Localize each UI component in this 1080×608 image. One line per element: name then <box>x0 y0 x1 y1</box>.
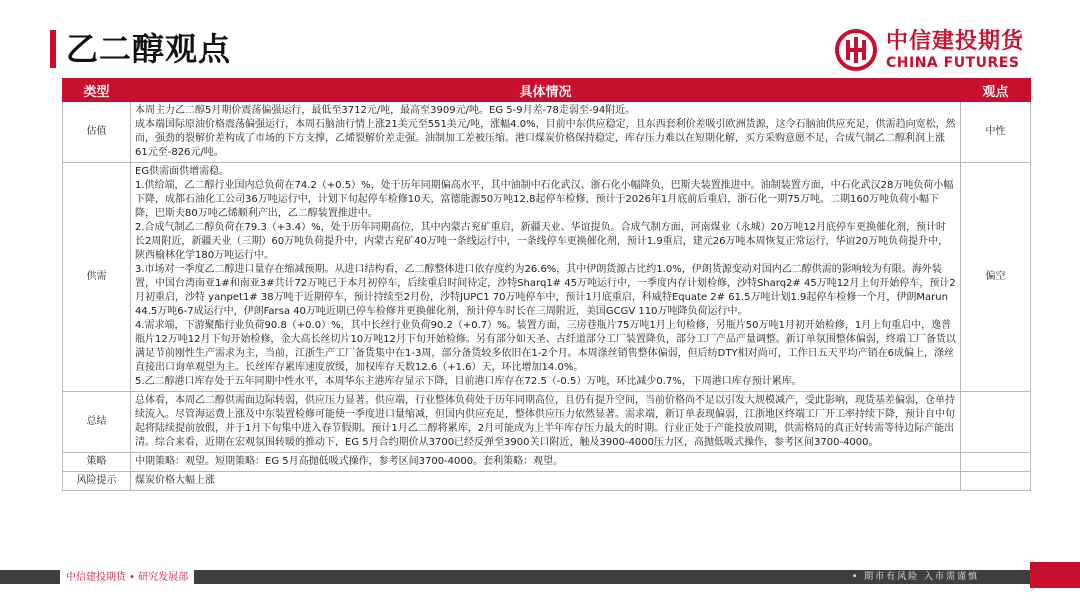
row-view: 中性 <box>961 102 1031 163</box>
row-view <box>961 453 1031 472</box>
row-detail <box>131 472 961 491</box>
row-detail <box>131 453 961 472</box>
row-strategy <box>63 453 1031 472</box>
citic-logo-icon <box>834 28 878 72</box>
viewpoint-table <box>62 78 1031 491</box>
detail-line: EG供需面供增需稳。 <box>135 166 230 177</box>
detail-line: 2.合成气制乙二醇负荷在79.3（+3.4）%，处于历年同期高位，其中内蒙古兖矿重启，新疆天业、华谊提负。合成气制方面，河南煤业（永城）20万吨12月底停车更换催化剂，预计时长2周附近，新疆天业（三期）60万吨负荷提升中，内蒙古兖矿40万吨一条线运行中，一条线停车更换催化剂，预计1.9重启，建元26万吨本周恢复正常运行，华谊20万吨负荷提升中，陕西榆林化学180万吨运行中。 <box>135 222 949 261</box>
detail-line: 煤炭价格大幅上涨 <box>135 475 215 486</box>
row-view <box>961 472 1031 491</box>
title-accent-bar <box>50 30 56 68</box>
footer-risk-tagline: • 期市有风险 入市需谨慎 <box>852 572 980 582</box>
row-summary <box>63 392 1031 453</box>
header-category: 类型 <box>63 79 131 102</box>
detail-line: 5.乙二醇港口库存处于五年同期中性水平，本周华东主港库存显示下降，目前港口库存在72.5（-0.5）万吨，环比减少0.7%，下周港口库存预计累库。 <box>135 376 802 387</box>
row-supply-demand <box>63 163 1031 392</box>
row-category: 总结 <box>63 392 131 453</box>
detail-line: 总体看，本周乙二醇供需面边际转弱，供应压力显著。供应端，行业整体负荷处于历年同期高位，且仍有提升空间，当前价格尚不足以引发大规模减产，受此影响，现货基差偏弱，仓单持续流入。尽管海运费上涨及中东装置检修可能使一季度进口量缩减，但国内供应充足，整体供应压力依然显著。需求端，新订单表现偏弱，江浙地区终端工厂开工率持续下降，预计自中旬起将陆续提前放假，并于1月下旬集中进入春节假期。预计1月乙二醇将累库，2月可能成为上半年库存压力最大的时期。行业正处于产能投放周期，供需格局的真正好转需等待边际产能出清。综合来看，近期在宏观氛围转暖的推动下，EG 5月合约期价从3700已经反弹至3900关口附近，触及3900-4000压力区，高抛低吸式操作，参考区间3700-4000。 <box>135 395 955 448</box>
detail-line: 1.供给端，乙二醇行业国内总负荷在74.2（+0.5）%，处于历年同期偏高水平，其中油制中石化武汉、浙石化小幅降负，巴斯夫装置推进中。油制装置方面，中石化武汉28万吨负荷小幅下降，成都石油化工公司36万吨运行中，计划下旬起停车检修10天，富德能源50万吨12.8起停车检修，预计于2026年1月底前后重启，浙石化一期75万吨、二期160万吨负荷小幅下降，巴斯夫80万吨乙烯顺利产出，乙二醇装置推进中。 <box>135 180 954 219</box>
row-risk <box>63 472 1031 491</box>
detail-line: 本周主力乙二醇5月期价震荡偏强运行，最低至3712元/吨，最高至3909元/吨。EG 5-9月差-78走弱至-94附近。 <box>135 105 636 116</box>
detail-line: 4.需求端，下游聚酯行业负荷90.8（+0.0）%，其中长丝行业负荷90.2（+0.7）%。装置方面，三房巷瓶片75万吨1月上旬检修，另瓶片50万吨1月初开始检修，1月上旬重启中，逸普瓶片12万吨12月下旬开始检修，金大高长丝切片10万吨12月下旬开始检修。另有部分如天圣、古纤道部分工厂装置降负，部分工厂产品产量调整。新订单氛围整体偏弱，终端工厂备货以满足节前刚性生产需求为主，当前，江浙生产工厂备货集中在1-3周，部分备货较多依旧在1-2个月。本周涤丝销售整体偏弱，但后纺DTY相对尚可，工作日五天平均产销在6成偏上，涤丝直接出口询单观望为主。长丝库存累库速度放缓，加权库存天数12.6（+1.6）天，环比增加14.0%。 <box>135 320 956 373</box>
row-detail <box>131 102 961 163</box>
footer-department-label: 中信建投期货 • 研究发展部 <box>60 570 194 586</box>
row-detail <box>131 163 961 392</box>
row-category: 风险提示 <box>63 472 131 491</box>
table-header-row <box>63 79 1031 102</box>
logo-cn-text: 中信建投期货 <box>886 29 1025 54</box>
page-title: 乙二醇观点 <box>66 30 232 68</box>
header-view: 观点 <box>961 79 1031 102</box>
footer-accent <box>1030 562 1080 588</box>
row-category: 策略 <box>63 453 131 472</box>
detail-line: 3.市场对一季度乙二醇进口量存在缩减预期。从进口结构看，乙二醇整体进口依存度约为26.6%，其中伊朗货源占比约1.0%，伊朗货源变动对国内乙二醇供需的影响较为有限。海外装置，中国台湾南亚1#和南亚3#共计72万吨已于本月初停车，后续重启时间待定，沙特Sharq1# 45万吨运行中，一季度内存计划检修，沙特Sharq2# 45万吨12月上旬开始停车，预计2月初重启，沙特 yanpet1# 38万吨于近期停车，预计持续至2月份，沙特JUPC1 70万吨停车中，预计1月底重启，科威特Equate 2# 61.5万吨计划1.9起停车检修一个月，伊朗Marun 44.5万吨6-7成运行中，伊朗Farsa 40万吨近期已停车检修并更换催化剂，预计停车时长在三周附近，美国GCGV 110万吨降负荷运行中。 <box>135 264 956 317</box>
row-detail <box>131 392 961 453</box>
row-view: 偏空 <box>961 163 1031 392</box>
logo-en-text: CHINA FUTURES <box>886 55 1020 71</box>
row-view <box>961 392 1031 453</box>
header-detail: 具体情况 <box>131 79 961 102</box>
row-category: 供需 <box>63 163 131 392</box>
row-category: 估值 <box>63 102 131 163</box>
detail-line: 成本端国际原油价格震荡偏强运行，本周石脑油行情上涨21美元至551美元/吨，涨幅4.0%，目前中东供应稳定，且东西套利价差吸引欧洲货源，这令石脑油供应充足，供需趋向宽松，然而，强劲的裂解价差构成了市场的下方支撑，乙烯裂解价差走强。油制加工差被压缩。港口煤炭价格保持稳定，库存压力难以在短期化解，买方采购意愿不足，合成气制乙二醇利润上涨61元至-826元/吨。 <box>135 119 956 158</box>
row-valuation <box>63 102 1031 163</box>
detail-line: 中期策略：观望。短期策略：EG 5月高抛低吸式操作，参考区间3700-4000。套利策略：观望。 <box>135 456 564 467</box>
brand-logo <box>834 28 1034 74</box>
